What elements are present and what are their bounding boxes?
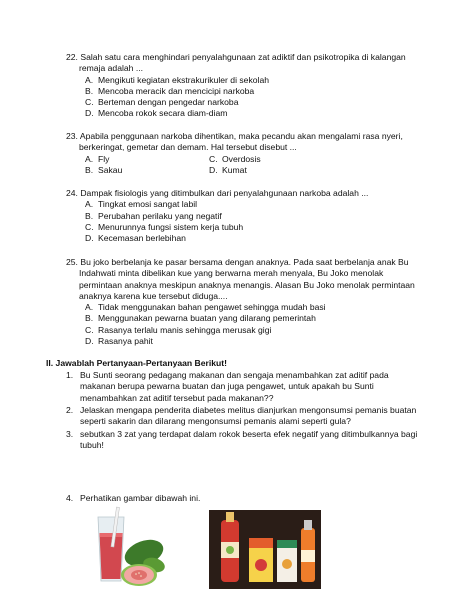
question-22-option-c <box>66 97 422 108</box>
question-24 <box>66 188 422 244</box>
question-25-option-b <box>66 313 422 324</box>
question-23-stem <box>66 131 422 142</box>
question-24-option-d <box>66 233 422 244</box>
question-24-number: 24. <box>66 188 78 198</box>
question-23-option-b <box>85 165 209 176</box>
essay-item-1 <box>66 370 422 404</box>
question-25-stem-line-3: permintaan anaknya meskipun anaknya menangis. Alasan Bu Joko menolak permintaan <box>79 279 415 290</box>
section-2-heading: II. Jawablah Pertanyaan-Pertanyaan Berikut! <box>46 358 228 368</box>
option-text: Mencoba meracik dan mencicipi narkoba <box>98 85 255 96</box>
question-22-number: 22. <box>66 52 78 62</box>
essay-item-3-line-2: tubuh! <box>80 440 104 451</box>
option-letter: A. <box>85 153 94 164</box>
question-22-stem <box>66 52 422 63</box>
question-23-options-row-1 <box>66 154 422 165</box>
question-25-number: 25. <box>66 257 78 267</box>
question-25-stem-line-2: Indahwati minta dibelikan kue yang berwarna merah menyala, Bu Joko menolak <box>79 268 384 279</box>
option-letter: D. <box>85 233 94 244</box>
question-24-stem-line-1: Dampak fisiologis yang ditimbulkan dari penyalahgunaan narkoba adalah ... <box>80 188 369 198</box>
essay-item-2-line-2: seperti sakarin dan dilarang mengonsumsi pemanis alami seperti gula? <box>80 416 351 427</box>
essay-item-number: 4. <box>66 493 74 503</box>
option-text: Rasanya pahit <box>98 336 153 347</box>
question-25-option-c <box>66 325 422 336</box>
question-25-option-d <box>66 336 422 347</box>
question-24-option-c <box>66 222 422 233</box>
question-23-option-a <box>85 154 209 165</box>
question-23 <box>66 131 422 176</box>
option-text: Fly <box>98 153 110 164</box>
option-text: Berteman dengan pengedar narkoba <box>98 97 239 108</box>
option-letter: C. <box>85 97 94 108</box>
essay-item-3 <box>66 429 422 452</box>
option-text: Mencoba rokok secara diam-diam <box>98 108 228 119</box>
option-letter: B. <box>85 164 94 175</box>
question-25-stem <box>66 257 422 268</box>
essay-item-2-line-1: Jelaskan mengapa penderita diabetes melitus dianjurkan mengonsumsi pemanis buatan <box>80 405 417 415</box>
option-letter: A. <box>85 74 94 85</box>
option-letter: B. <box>85 210 94 221</box>
option-text: Kumat <box>222 164 247 175</box>
question-23-option-c <box>209 154 333 165</box>
question-22-stem-line-2: remaja adalah ... <box>79 63 144 74</box>
option-text: Kecemasan berlebihan <box>98 233 186 244</box>
essay-item-1-line-3: menambahkan zat aditif tersebut pada makanan?? <box>80 392 274 403</box>
question-23-number: 23. <box>66 131 78 141</box>
question-24-stem <box>66 188 422 199</box>
question-25-stem-line-4: anaknya karena kue tersebut diduga.... <box>79 290 228 301</box>
option-letter: D. <box>85 108 94 119</box>
option-text: Overdosis <box>222 153 261 164</box>
option-letter: B. <box>85 85 94 96</box>
question-22 <box>66 52 422 120</box>
question-23-options-row-2 <box>66 165 422 176</box>
question-22-option-d <box>66 108 422 119</box>
option-text: Menurunnya fungsi sistem kerja tubuh <box>98 221 244 232</box>
question-23-stem-line-1: Apabila penggunaan narkoba dihentikan, maka pecandu akan mengalami rasa nyeri, <box>79 131 403 141</box>
juice-guava-image <box>84 505 167 589</box>
option-text: Menggunakan pewarna buatan yang dilarang pemerintah <box>98 313 316 324</box>
question-23-stem-line-2: berkeringat, gemetar dan demam. Hal tersebut disebut ... <box>79 142 297 153</box>
question-24-option-b <box>66 211 422 222</box>
option-text: Sakau <box>98 164 123 175</box>
option-letter: C. <box>85 221 94 232</box>
question-22-option-b <box>66 86 422 97</box>
essay-item-1-line-1: Bu Sunti seorang pedagang makanan dan sengaja menambahkan zat aditif pada <box>80 370 389 380</box>
option-text: Rasanya terlalu manis sehingga merusak gigi <box>98 324 272 335</box>
option-letter: C. <box>209 153 218 164</box>
essay-item-number: 1. <box>66 370 74 380</box>
option-text: Perubahan perilaku yang negatif <box>98 210 222 221</box>
essay-item-4 <box>66 493 422 504</box>
essay-item-number: 3. <box>66 429 74 439</box>
option-letter: D. <box>85 336 94 347</box>
option-text: Tingkat emosi sangat labil <box>98 199 198 210</box>
option-text: Tidak menggunakan bahan pengawet sehingga mudah basi <box>98 302 326 313</box>
option-text: Mengikuti kegiatan ekstrakurikuler di sekolah <box>98 74 270 85</box>
option-letter: A. <box>85 302 94 313</box>
question-25-stem-line-1: Bu joko berbelanja ke pasar bersama dengan anaknya. Pada saat berbelanja anak Bu <box>80 257 409 267</box>
juice-guava-illustration <box>84 505 167 589</box>
question-25-option-a <box>66 302 422 313</box>
essay-item-number: 2. <box>66 405 74 415</box>
question-22-option-a <box>66 75 422 86</box>
essay-item-4-line-1: Perhatikan gambar dibawah ini. <box>80 493 201 503</box>
drink-products-illustration <box>209 510 321 589</box>
essay-item-3-line-1: sebutkan 3 zat yang terdapat dalam rokok beserta efek negatif yang ditimbulkannya bagi <box>80 429 418 439</box>
question-24-option-a <box>66 199 422 210</box>
essay-item-1-line-2: makanan berupa pewarna buatan dan juga pengawet, untuk apakah bu Sunti <box>80 381 374 392</box>
question-23-option-d <box>209 165 333 176</box>
option-letter: A. <box>85 199 94 210</box>
option-letter: D. <box>209 164 218 175</box>
question-22-stem-line-1: Salah satu cara menghindari penyalahgunaan zat adiktif dan psikotropika di kalangan <box>80 52 406 62</box>
drink-products-image <box>209 510 321 589</box>
option-letter: C. <box>85 324 94 335</box>
essay-item-2 <box>66 405 422 428</box>
option-letter: B. <box>85 313 94 324</box>
question-25 <box>66 257 422 347</box>
